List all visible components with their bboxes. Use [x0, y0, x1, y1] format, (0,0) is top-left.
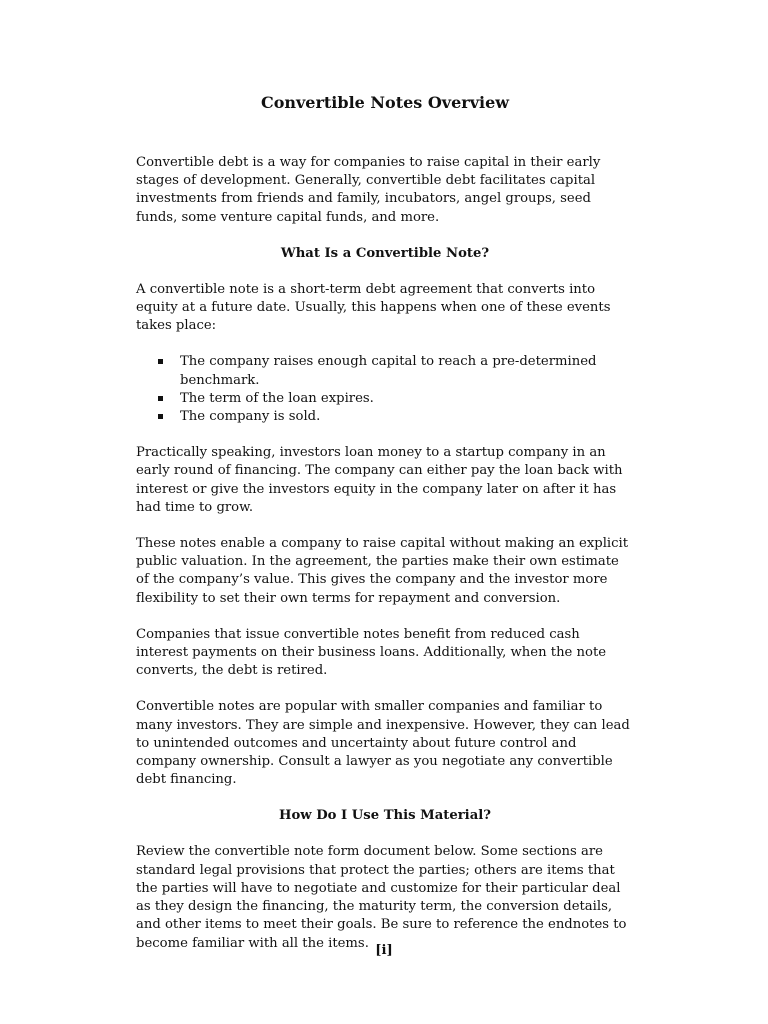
practical-paragraph: Practically speaking, investors loan money to a startup company in an early round of financing. The company can either pay the loan back with interest or give the investors equity in the company later on after it has had time to grow.: [136, 445, 623, 515]
valuation-paragraph: These notes enable a company to raise capital without making an explicit public valuation. In the agreement, the parties make their own estimate of the company’s value. This gives the company and the investor more flexibility to set their own terms for repayment and conversion.: [136, 536, 629, 606]
list-item-text: The term of the loan expires.: [180, 390, 374, 406]
conversion-events-list: [136, 353, 634, 426]
list-item: [136, 353, 634, 389]
popularity-paragraph: Convertible notes are popular with smaller companies and familiar to many investors. They are simple and inexpensive. However, they can lead to unintended outcomes and uncertainty about future control and company ownership. Consult a lawyer as you negotiate any convertible debt financing.: [136, 699, 630, 788]
square-bullet-icon: [158, 396, 163, 401]
section-heading-what-is: What Is a Convertible Note?: [280, 245, 490, 261]
list-item-text: The company is sold.: [180, 409, 321, 425]
page-title: Convertible Notes Overview: [260, 93, 510, 112]
document-page: [136, 92, 634, 971]
intro-paragraph: Convertible debt is a way for companies to raise capital in their early stages of development. Generally, convertible debt facilitates capital investments from friends and family, incubators, angel groups, seed funds, some venture capital funds, and more.: [136, 155, 601, 225]
section-heading-how-to-use: How Do I Use This Material?: [279, 808, 491, 824]
usage-paragraph: Review the convertible note form document below. Some sections are standard legal provisions that protect the parties; others are items that the parties will have to negotiate and customize for their particular deal as they design the financing, the maturity term, the conversion details, and other items to meet their goals. Be sure to reference the endnotes to become familiar with all the items.: [136, 844, 627, 951]
list-item: [136, 408, 634, 426]
list-item: [136, 390, 634, 408]
benefits-paragraph: Companies that issue convertible notes benefit from reduced cash interest payments on their business loans. Additionally, when the note converts, the debt is retired.: [136, 626, 607, 679]
definition-paragraph: A convertible note is a short-term debt agreement that converts into equity at a future date. Usually, this happens when one of these events takes place:: [136, 281, 611, 334]
square-bullet-icon: [158, 414, 163, 419]
list-item-text: The company raises enough capital to reach a pre-determined benchmark.: [180, 354, 597, 388]
page-number: [i]: [375, 943, 393, 958]
square-bullet-icon: [158, 359, 163, 364]
